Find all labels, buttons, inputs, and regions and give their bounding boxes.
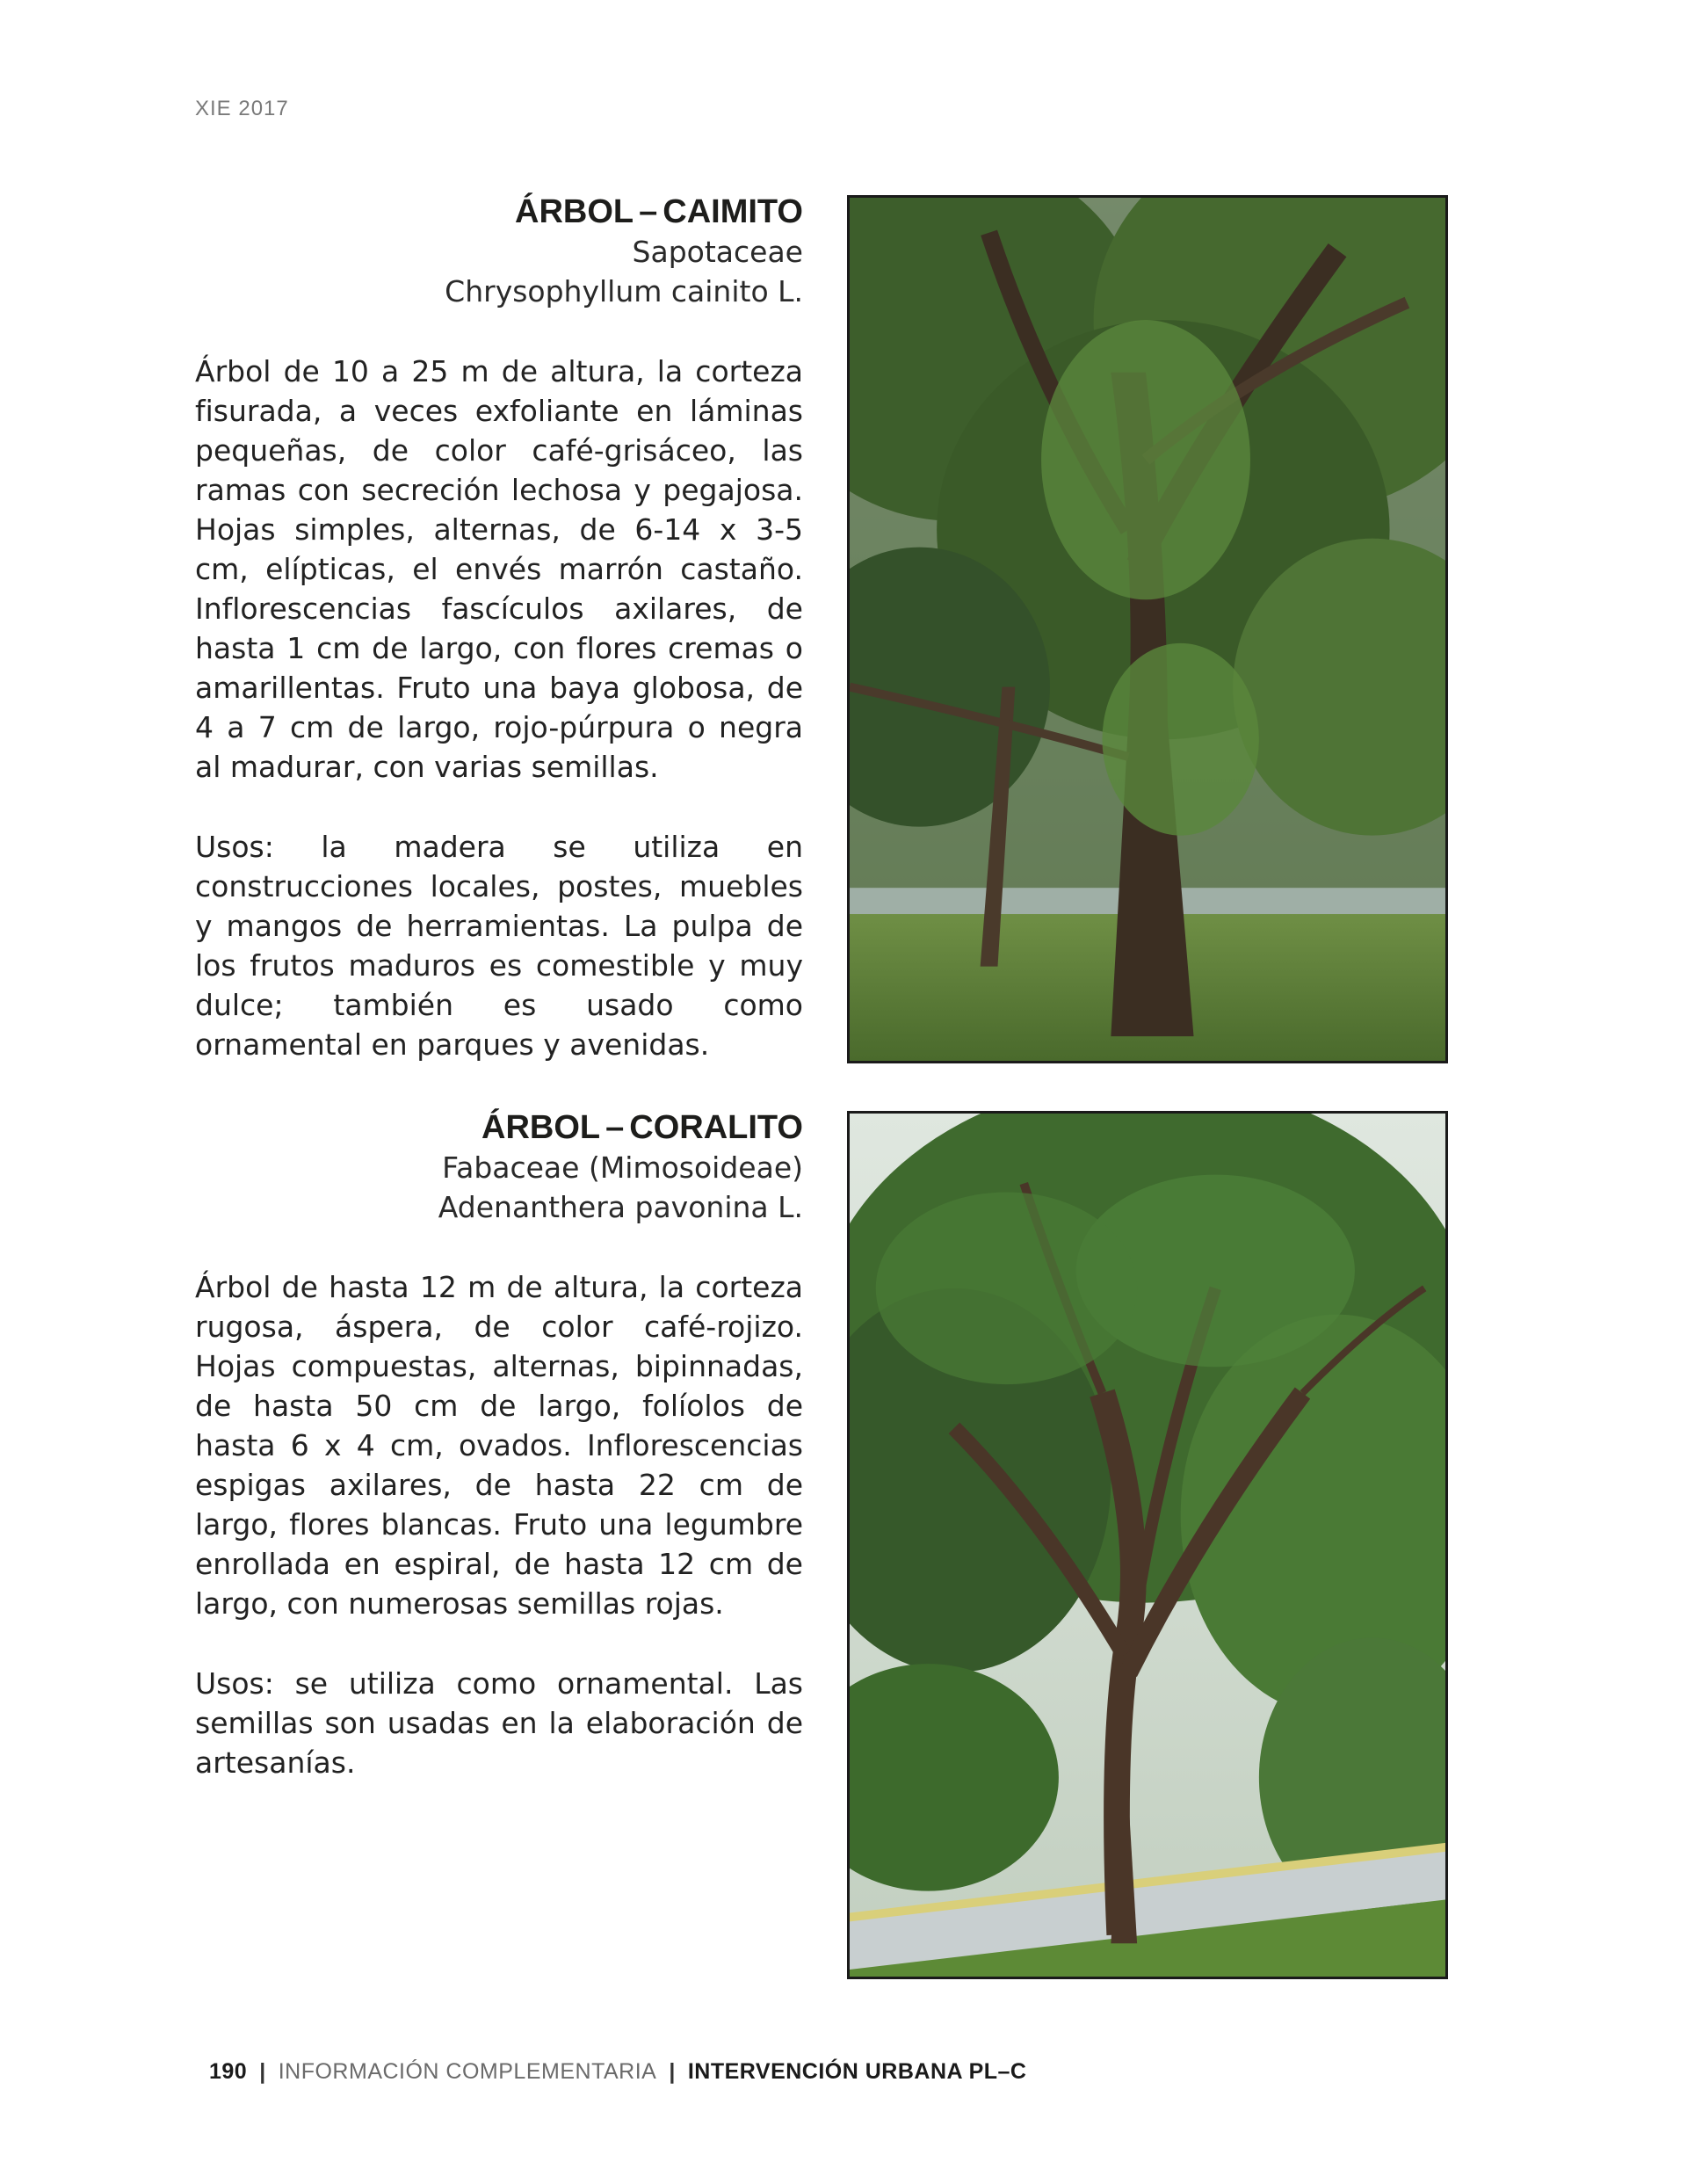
entry-family: Fabaceae (Mimosoideae) [442,1150,803,1185]
entry-heading [195,192,803,311]
tree-photo-illustration [850,198,1445,1061]
entry-title-name: CAIMITO [662,193,803,230]
entry-title-separator: – [639,193,658,230]
entry-uses: Usos: la madera se utiliza en construcciones locales, postes, muebles y mangos de herramientas. La pulpa de los frutos maduros es comestible y muy dulce; también es usado como ornamental en parques y avenidas. [195,830,803,1062]
header-year-mark: XIE 2017 [195,97,289,120]
entry-text-column [195,192,803,1093]
tree-photo-illustration [850,1114,1445,1977]
footer-publication: INTERVENCIÓN URBANA PL–C [687,2059,1027,2084]
tree-photo-coralito [847,1111,1448,1979]
page-number: 190 [209,2059,248,2084]
entry-title-name: CORALITO [629,1109,803,1146]
entry-title [195,192,803,232]
entry-description: Árbol de hasta 12 m de altura, la corteza rugosa, áspera, de color café-rojizo. Hojas compuestas, alternas, bipinnadas, de hasta 50 cm de largo, folíolos de hasta 6 x 4 cm, ovados. Inflorescencias espigas axilares, de hasta 22 cm de largo, flores blancas. Fruto una legumbre enrollada en espiral, de hasta 12 cm de largo, con numerosas semillas rojas. [195,1270,803,1621]
entry-family: Sapotaceae [632,235,803,269]
page-footer [209,2059,1027,2085]
entry-title-type: ÁRBOL [481,1109,601,1146]
entry-description: Árbol de 10 a 25 m de altura, la corteza fisurada, a veces exfoliante en láminas pequeñas, de color café-grisáceo, las ramas con secreción lechosa y pegajosa. Hojas simples, alternas, de 6-14 x 3-5 cm, elípticas, el envés marrón castaño. Inflorescencias fascículos axilares, de hasta 1 cm de largo, con flores cremas o amarillentas. Fruto una baya globosa, de 4 a 7 cm de largo, rojo-púrpura o negra al madurar, con varias semillas. [195,354,803,784]
entry-heading [195,1107,803,1227]
footer-separator: | [669,2059,676,2084]
tree-photo-caimito [847,195,1448,1063]
entry-species: Chrysophyllum cainito L. [445,274,803,308]
entry-title [195,1107,803,1148]
entry-uses: Usos: se utiliza como ornamental. Las semillas son usadas en la elaboración de artesanías. [195,1666,803,1780]
entry-species: Adenanthera pavonina L. [438,1190,803,1224]
entry-title-separator: – [605,1109,625,1146]
footer-separator: | [259,2059,266,2084]
entry-text-column [195,1107,803,1811]
entry-title-type: ÁRBOL [515,193,634,230]
footer-section: INFORMACIÓN COMPLEMENTARIA [278,2059,657,2084]
